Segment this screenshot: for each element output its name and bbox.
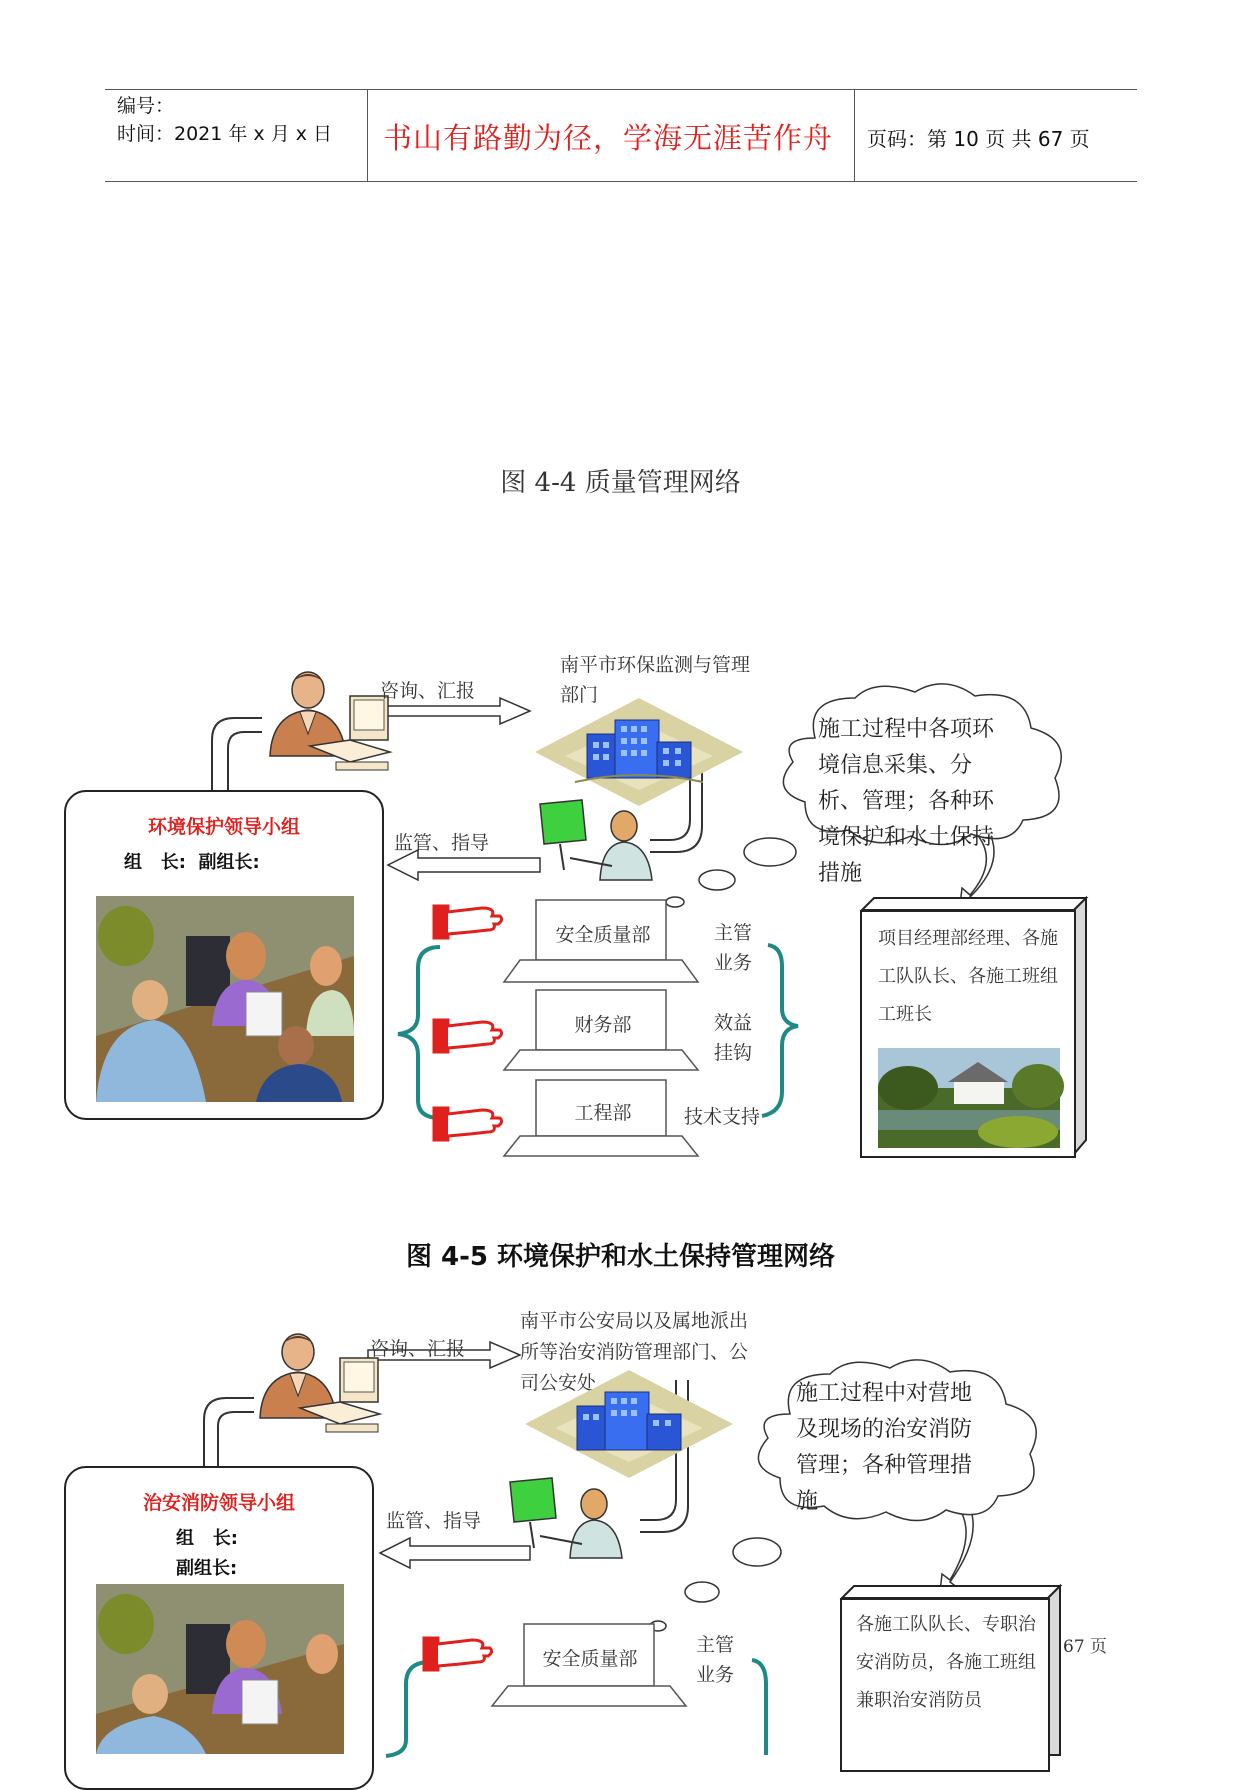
pointing-hand-icon bbox=[430, 898, 506, 942]
dept-role-main-business: 主管业务 bbox=[696, 1634, 735, 1686]
office-building-icon bbox=[535, 698, 743, 806]
env-leader-group-box bbox=[64, 790, 384, 1120]
security-responsibility-book bbox=[840, 1598, 1050, 1772]
env-cloud-text: 施工过程中各项环境信息采集、分析、管理；各种环境保护和水土保持措施 bbox=[818, 717, 995, 886]
landscape-house-image bbox=[878, 1048, 1060, 1148]
footer-page-total: 67 页 bbox=[1063, 1637, 1108, 1657]
dept-finance: 财务部 bbox=[574, 1014, 632, 1036]
consult-report-label: 咨询、汇报 bbox=[370, 1338, 466, 1360]
dept-role-main-business: 主管业务 bbox=[714, 922, 753, 974]
dept-safety-quality: 安全质量部 bbox=[542, 1648, 638, 1670]
pointing-hand-icon bbox=[420, 1630, 496, 1674]
consult-report-label: 咨询、汇报 bbox=[380, 680, 476, 702]
supervise-guide-label: 监管、指导 bbox=[386, 1510, 482, 1532]
meeting-illustration bbox=[96, 896, 354, 1102]
doc-time-label: 时间：2021 年 x 月 x 日 bbox=[117, 123, 333, 145]
security-deputy-label: 副组长: bbox=[176, 1558, 238, 1579]
pointing-hand-icon bbox=[430, 1100, 506, 1144]
security-book-text: 各施工队队长、专职治安消防员，各施工班组兼职治安消防员 bbox=[856, 1614, 1036, 1711]
env-responsibility-book bbox=[860, 910, 1076, 1158]
presenter-with-board-illustration bbox=[500, 1478, 640, 1558]
agency-label: 南平市环保监测与管理部门 bbox=[560, 654, 751, 706]
security-cloud-text: 施工过程中对营地及现场的治安消防管理；各种管理措施 bbox=[796, 1381, 973, 1514]
dept-engineering: 工程部 bbox=[574, 1102, 632, 1124]
header-page-info: 页码：第 10 页 共 67 页 bbox=[867, 127, 1090, 151]
security-leader-group-box bbox=[64, 1466, 374, 1790]
header-motto: 书山有路勤为径，学海无涯苦作舟 bbox=[382, 121, 833, 155]
presenter-with-board-illustration bbox=[530, 800, 670, 880]
supervise-guide-label: 监管、指导 bbox=[394, 832, 490, 854]
manager-at-desk-illustration bbox=[240, 1330, 390, 1438]
figure-4-5-caption: 图 4-5 环境保护和水土保持管理网络 bbox=[405, 1242, 836, 1272]
security-leader-label: 组 长: bbox=[176, 1528, 238, 1549]
manager-at-desk-illustration bbox=[250, 668, 400, 776]
env-leader-group-title: 环境保护领导小组 bbox=[147, 816, 300, 838]
figure-4-4-caption: 图 4-4 质量管理网络 bbox=[500, 468, 741, 498]
agency-label: 南平市公安局以及属地派出所等治安消防管理部门、公司公安处 bbox=[520, 1310, 749, 1394]
doc-number-label: 编号： bbox=[117, 95, 175, 117]
env-leader-group-members: 组 长: 副组长: bbox=[124, 852, 260, 873]
meeting-illustration bbox=[96, 1584, 344, 1754]
dept-safety-quality: 安全质量部 bbox=[555, 924, 651, 946]
office-building-icon bbox=[525, 1370, 733, 1478]
security-leader-group-title: 治安消防领导小组 bbox=[142, 1492, 295, 1514]
pointing-hand-icon bbox=[430, 1012, 506, 1056]
dept-role-tech-support: 技术支持 bbox=[684, 1106, 761, 1128]
dept-role-benefit-linked: 效益挂钩 bbox=[714, 1012, 753, 1064]
env-book-text: 项目经理部经理、各施工队队长、各施工班组工班长 bbox=[878, 928, 1058, 1025]
